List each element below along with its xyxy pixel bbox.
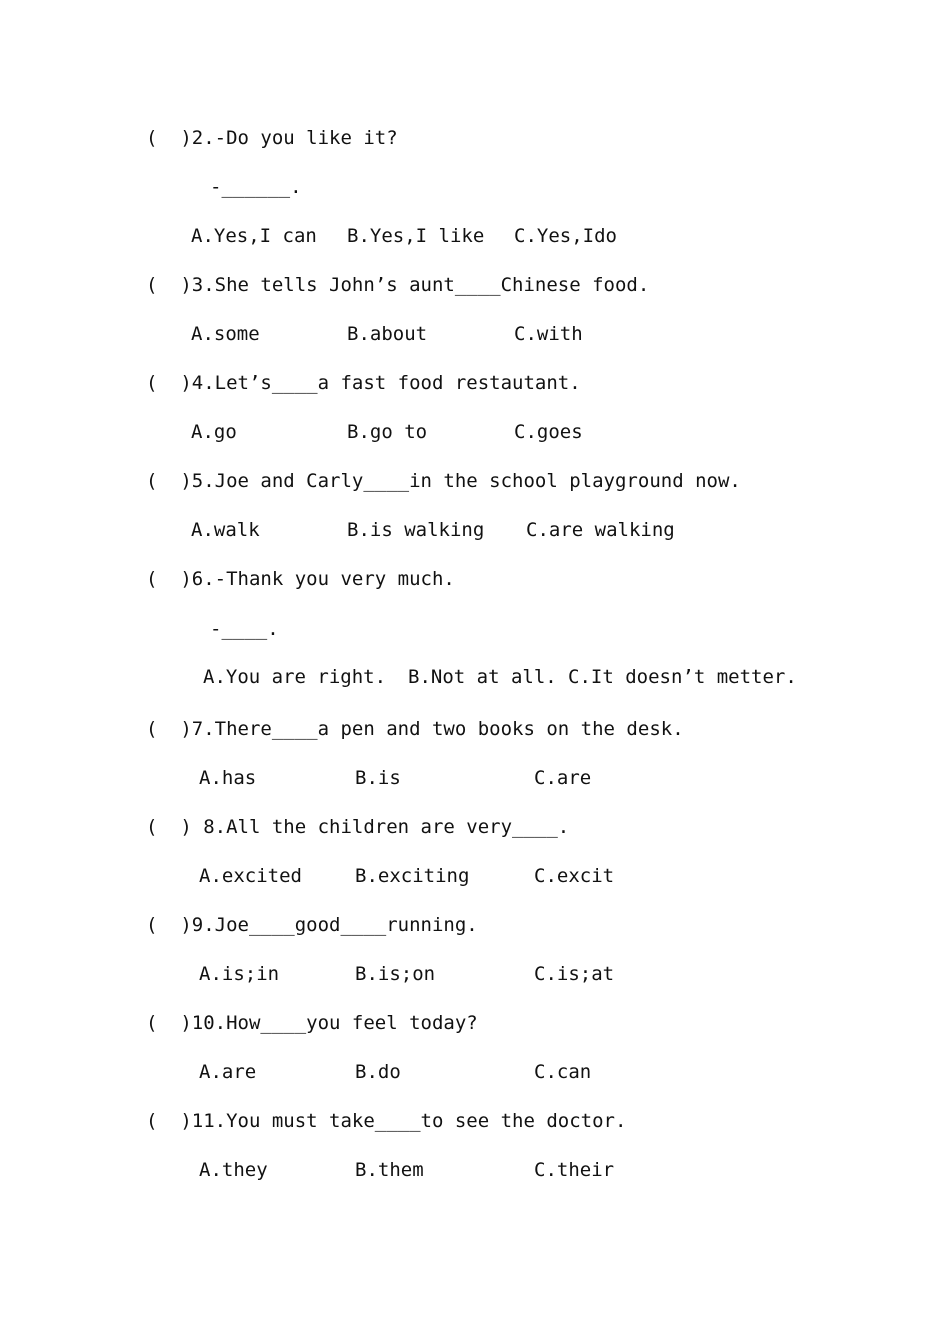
question-6-stem: ( )6.-Thank you very much. — [146, 568, 455, 590]
question-3-option-c: C.with — [514, 323, 583, 345]
question-5-option-c: C.are walking — [526, 519, 675, 541]
question-2-stem: ( )2.-Do you like it? — [146, 127, 398, 149]
question-2-option-a: A.Yes,I can — [191, 225, 317, 247]
question-9-option-c: C.is;at — [534, 963, 615, 985]
question-9-stem: ( )9.Joe____good____running. — [146, 914, 478, 936]
question-10-stem: ( )10.How____you feel today? — [146, 1012, 478, 1034]
question-7-option-a: A.has — [199, 767, 257, 789]
question-10-option-c: C.can — [534, 1061, 592, 1083]
question-8-stem: ( ) 8.All the children are very____. — [146, 816, 570, 838]
question-3-stem: ( )3.She tells John’s aunt____Chinese food. — [146, 274, 650, 296]
question-2-reply: -______. — [210, 176, 302, 198]
question-11-option-b: B.them — [355, 1159, 424, 1181]
question-7-option-c: C.are — [534, 767, 592, 789]
question-11-option-c: C.their — [534, 1159, 615, 1181]
question-4-option-c: C.goes — [514, 421, 583, 443]
question-11-stem: ( )11.You must take____to see the doctor. — [146, 1110, 627, 1132]
question-2-option-c: C.Yes,Ido — [514, 225, 617, 247]
question-4-option-b: B.go to — [347, 421, 428, 443]
question-2-option-b: B.Yes,I like — [347, 225, 485, 247]
question-8-option-c: C.excit — [534, 865, 615, 887]
question-5-stem: ( )5.Joe and Carly____in the school playground now. — [146, 470, 741, 492]
question-8-option-a: A.excited — [199, 865, 302, 887]
question-11-option-a: A.they — [199, 1159, 268, 1181]
question-3-option-b: B.about — [347, 323, 428, 345]
question-5-option-a: A.walk — [191, 519, 260, 541]
question-4-option-a: A.go — [191, 421, 237, 443]
question-10-option-b: B.do — [355, 1061, 401, 1083]
question-6-reply: -____. — [210, 618, 279, 640]
question-9-option-b: B.is;on — [355, 963, 436, 985]
question-4-stem: ( )4.Let’s____a fast food restautant. — [146, 372, 581, 394]
question-6-option-a: A.You are right. — [203, 666, 387, 688]
question-6-option-c: C.It doesn’t metter. — [568, 666, 797, 688]
question-5-option-b: B.is walking — [347, 519, 485, 541]
question-10-option-a: A.are — [199, 1061, 257, 1083]
question-6-option-b: B.Not at all. — [408, 666, 557, 688]
question-7-option-b: B.is — [355, 767, 401, 789]
question-8-option-b: B.exciting — [355, 865, 470, 887]
question-7-stem: ( )7.There____a pen and two books on the desk. — [146, 718, 684, 740]
question-9-option-a: A.is;in — [199, 963, 280, 985]
question-3-option-a: A.some — [191, 323, 260, 345]
